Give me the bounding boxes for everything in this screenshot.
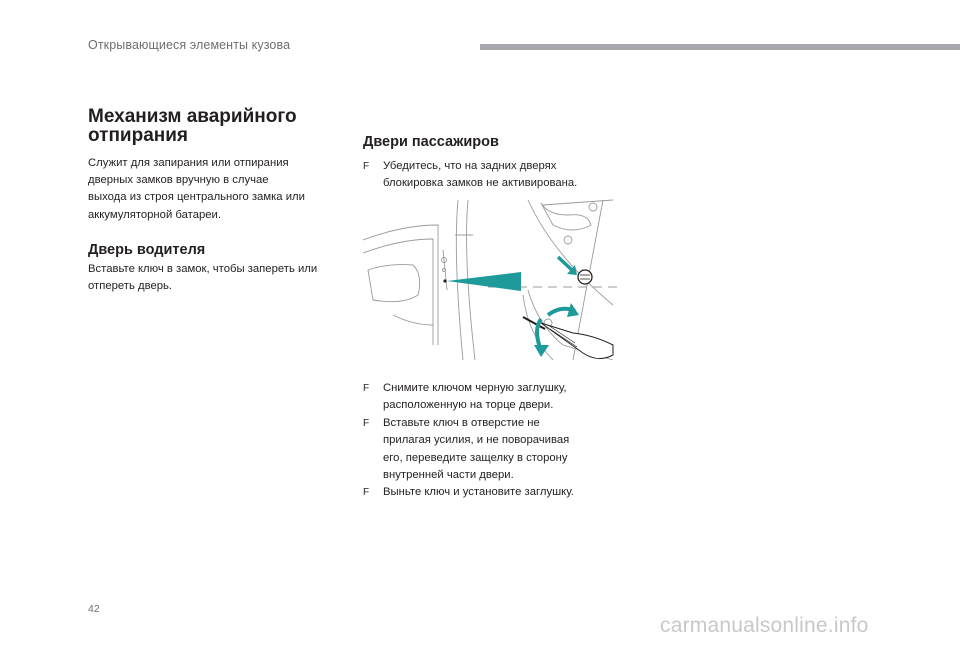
intro-paragraph	[88, 155, 338, 224]
list-item	[363, 415, 623, 485]
driver-door-title: Дверь водителя	[88, 242, 206, 258]
intro-line: выхода из строя центрального замка или	[88, 191, 305, 204]
main-title-line-1: Механизм аварийного	[88, 106, 297, 127]
bullet-mark-icon: F	[363, 487, 370, 499]
list-item-line: расположенную на торце двери.	[383, 399, 554, 412]
intro-line: дверных замков вручную в случае	[88, 174, 269, 187]
page-number: 42	[88, 603, 100, 615]
list-item-line: Снимите ключом черную заглушку,	[383, 382, 567, 394]
bullet-mark-icon: F	[363, 417, 370, 429]
intro-line: Служит для запирания или отпирания	[88, 157, 289, 169]
list-item-line: блокировка замков не активирована.	[383, 177, 578, 190]
header-bar	[480, 44, 960, 50]
list-item	[363, 380, 623, 415]
passenger-steps-list	[363, 380, 623, 502]
list-item-line: Выньте ключ и установите заглушку.	[383, 486, 574, 499]
door-lock-illustration	[363, 195, 618, 360]
list-item-line: Вставьте ключ в отверстие не	[383, 416, 540, 429]
driver-door-line: Вставьте ключ в замок, чтобы запереть или	[88, 263, 318, 275]
list-item-line: Убедитесь, что на задних дверях	[383, 160, 557, 172]
driver-door-text	[88, 261, 348, 295]
bullet-mark-icon: F	[363, 161, 370, 172]
driver-door-line: отпереть дверь.	[88, 280, 173, 293]
list-item-line: прилагая усилия, и не поворачивая	[383, 434, 570, 447]
list-item-line: его, переведите защелку в сторону	[383, 451, 568, 464]
passenger-doors-title: Двери пассажиров	[363, 134, 499, 150]
zoom-indicator	[447, 272, 521, 291]
header-section-title: Открывающиеся элементы кузова	[88, 38, 291, 52]
passenger-check-list	[363, 158, 623, 193]
watermark: carmanualsonline.info	[660, 614, 869, 637]
main-title-line-2: отпирания	[88, 125, 189, 146]
list-item	[363, 158, 623, 193]
list-item-line: внутренней части двери.	[383, 469, 514, 482]
main-title	[88, 107, 338, 145]
list-item	[363, 484, 623, 501]
bullet-mark-icon: F	[363, 383, 370, 394]
intro-line: аккумуляторной батареи.	[88, 208, 221, 221]
